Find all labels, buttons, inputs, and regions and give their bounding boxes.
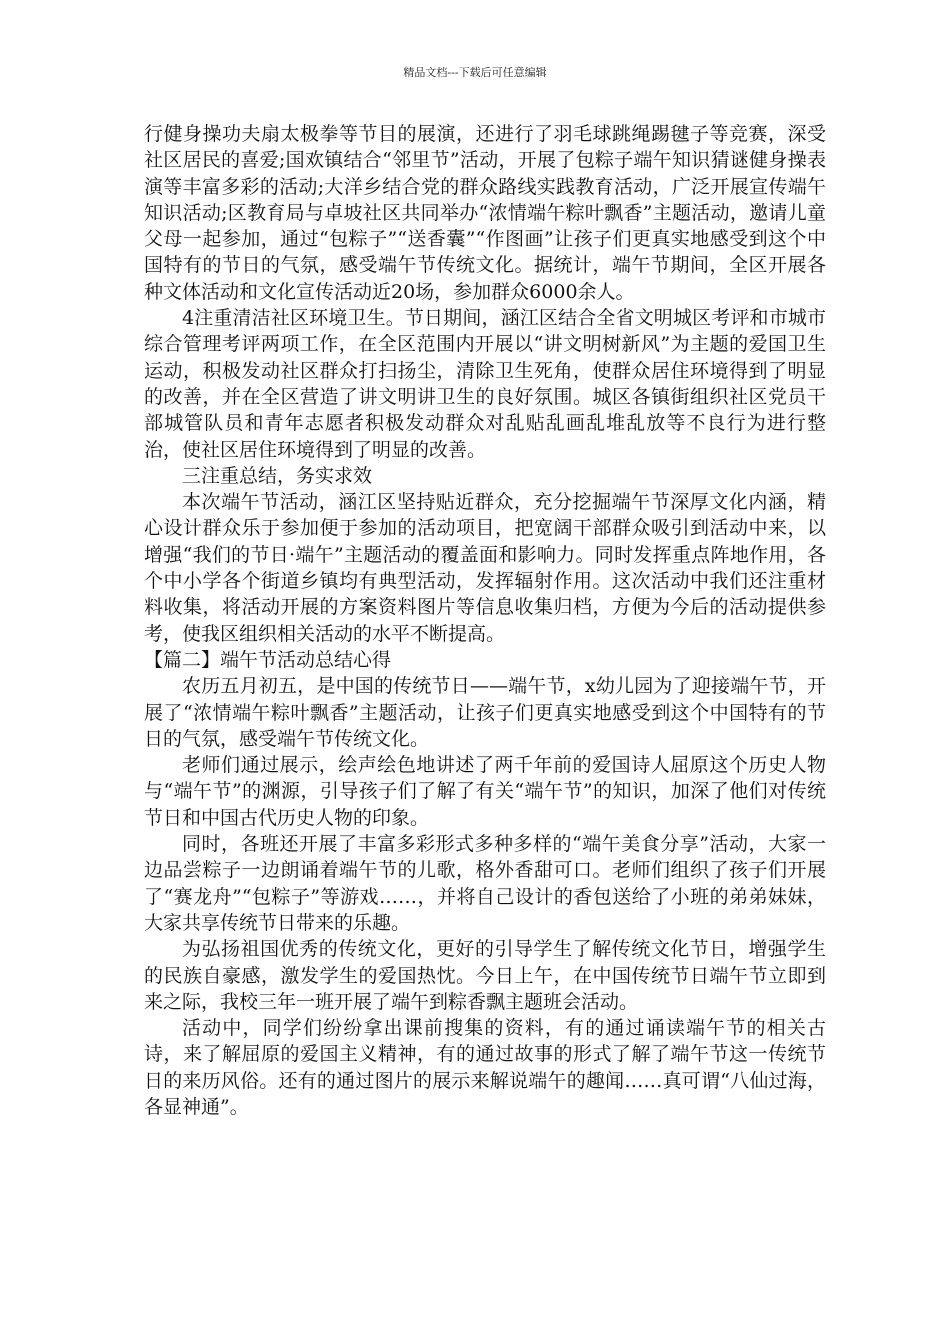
page-header: 精品文档---下载后可任意编辑	[403, 66, 547, 79]
section-heading-part-two: 【篇二】端午节活动总结心得	[144, 648, 392, 671]
paragraph-environment-hygiene: 4注重清洁社区环境卫生。节日期间，涵江区结合全省文明城区考评和市城市综合管理考评两项工作，在全区范围内开展以“讲文明树新风”为主题的爱国卫生运动，积极发动社区群众打扫扬尘，清除卫生死角，使群众居住环境得到了明显的改善，并在全区营造了讲文明讲卫生的良好氛围。城区各镇街组织社区党员干部城管队员和青年志愿者积极发动群众对乱贴乱画乱堆乱放等不良行为进行整治，使社区居住环境得到了明显的改善。	[144, 307, 826, 461]
document-body	[144, 121, 826, 1120]
section-heading-summary: 三注重总结，务实求效	[182, 464, 373, 487]
paragraph-quyuan-story: 老师们通过展示，绘声绘色地讲述了两千年前的爱国诗人屈原这个历史人物与“端午节”的渊源，引导孩子们了解了有关“端午节”的知识，加深了他们对传统节日和中国古代历史人物的印象。	[144, 754, 826, 829]
paragraph-food-sharing: 同时，各班还开展了丰富多彩形式多种多样的“端午美食分享”活动，大家一边品尝粽子一边朗诵着端午节的儿歌，格外香甜可口。老师们组织了孩子们开展了“赛龙舟”“包粽子”等游戏……，并将自己设计的香包送给了小班的弟弟妹妹，大家共享传统节日带来的乐趣。	[144, 833, 826, 934]
paragraph-summary: 本次端午节活动，涵江区坚持贴近群众，充分挖掘端午节深厚文化内涵，精心设计群众乐于参加便于参加的活动项目，把宽阔干部群众吸引到活动中来，以增强“我们的节日·端午”主题活动的覆盖面和影响力。同时发挥重点阵地作用，各个中小学各个街道乡镇均有典型活动，发挥辐射作用。这次活动中我们还注重材料收集，将活动开展的方案资料图片等信息收集归档，方便为今后的活动提供参考，使我区组织相关活动的水平不断提高。	[144, 491, 826, 645]
paragraph-class-meeting: 为弘扬祖国优秀的传统文化，更好的引导学生了解传统文化节日，增强学生的民族自豪感，激发学生的爱国热忱。今日上午，在中国传统节日端午节立即到来之际，我校三年一班开展了端午到粽香飘主题班会活动。	[144, 938, 826, 1013]
paragraph-student-activities: 活动中，同学们纷纷拿出课前搜集的资料，有的通过诵读端午节的相关古诗，来了解屈原的爱国主义精神，有的通过故事的形式了解了端午节这一传统节日的来历风俗。还有的通过图片的展示来解说端午的趣闻……真可谓“八仙过海，各显神通”。	[144, 1017, 826, 1118]
paragraph-community-activities: 行健身操功夫扇太极拳等节目的展演，还进行了羽毛球跳绳踢毽子等竞赛，深受社区居民的喜爱;国欢镇结合“邻里节”活动，开展了包粽子端午知识猜谜健身操表演等丰富多彩的活动;大洋乡结合党的群众路线实践教育活动，广泛开展宣传端午知识活动;区教育局与卓坡社区共同举办“浓情端午粽叶飘香”主题活动，邀请儿童父母一起参加，通过“包粽子”“送香囊”“作图画”让孩子们更真实地感受到这个中国特有的节日的气氛，感受端午节传统文化。据统计，端午节期间，全区开展各种文体活动和文化宣传活动近20场，参加群众6000余人。	[144, 123, 826, 303]
paragraph-kindergarten-intro: 农历五月初五，是中国的传统节日——端午节，x幼儿园为了迎接端午节，开展了“浓情端午粽叶飘香”主题活动，让孩子们更真实地感受到这个中国特有的节日的气氛，感受端午节传统文化。	[144, 675, 826, 750]
